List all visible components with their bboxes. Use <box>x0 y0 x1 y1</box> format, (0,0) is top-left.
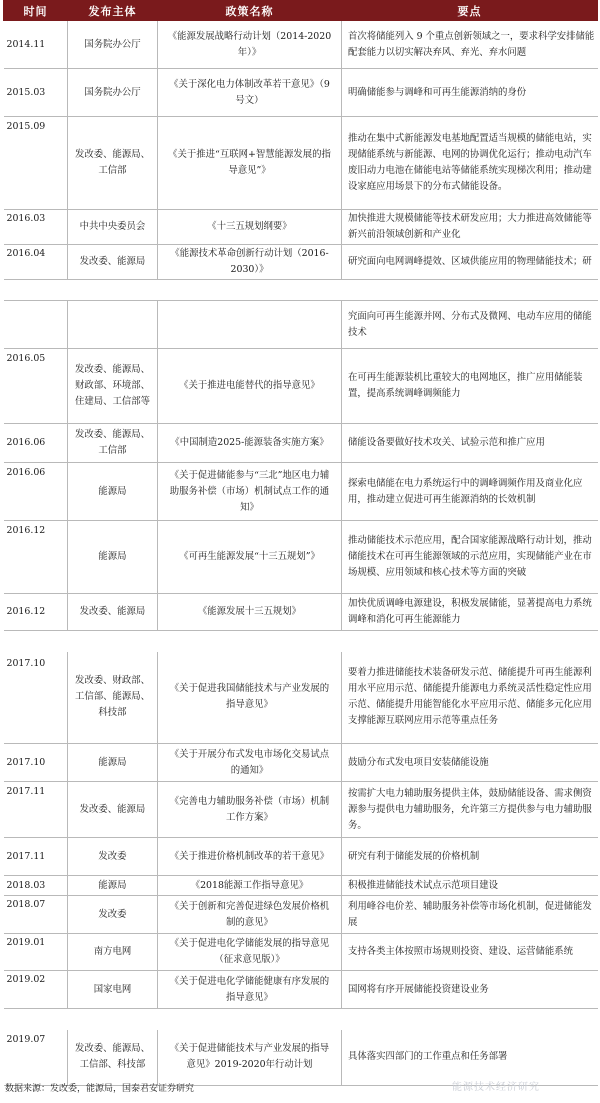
row-issuer: 发改委、能源局、工信部 <box>68 424 158 463</box>
row-issuer: 发改委、能源局、工信部 <box>68 117 158 210</box>
row-points: 在可再生能源装机比重较大的电网地区，推广应用储能装置，提高系统调峰调频能力 <box>342 349 598 424</box>
row-date: 2016.03 <box>4 210 68 245</box>
header-row <box>4 1 598 21</box>
row-issuer: 能源局 <box>68 521 158 594</box>
row-date: 2018.07 <box>4 896 68 934</box>
header-policy: 政策名称 <box>158 1 342 21</box>
table-row <box>4 896 598 934</box>
row-date: 2016.05 <box>4 349 68 424</box>
policy-table <box>3 0 598 1086</box>
row-points: 鼓励分布式发电项目安装储能设施 <box>342 744 598 782</box>
row-date: 2019.01 <box>4 934 68 971</box>
table-row <box>4 838 598 876</box>
row-points: 研究有利于储能发展的价格机制 <box>342 838 598 876</box>
table-row <box>4 652 598 744</box>
row-points: 首次将储能列入 9 个重点创新领域之一，要求科学安排储能配套能力以切实解决弃风、弃光、弃水问题 <box>342 21 598 69</box>
row-policy: 《十三五规划纲要》 <box>158 210 342 245</box>
data-source-note: 数据来源：发改委，能源局，国泰君安证券研究 <box>5 1084 195 1094</box>
row-date: 2016.12 <box>4 521 68 594</box>
row-points: 推动储能技术示范应用，配合国家能源战略行动计划，推动储能技术在可再生能源领域的示范应用，实现储能产业在市场规模、应用领域和核心技术等方面的突破 <box>342 521 598 594</box>
header-issuer: 发布主体 <box>68 1 158 21</box>
page-break-gap <box>4 280 598 301</box>
table-row <box>4 349 598 424</box>
header-date: 时间 <box>4 1 68 21</box>
row-date: 2015.09 <box>4 117 68 210</box>
row-issuer: 发改委、能源局、工信部、科技部 <box>68 1030 158 1086</box>
row-points: 推动在集中式新能源发电基地配置适当规模的储能电站，实现储能系统与新能源、电网的协调优化运行；推动电动汽车废旧动力电池在储能电站等储能系统实现梯次利用；推动建设家庭应用场景下的分布式储能设备。 <box>342 117 598 210</box>
table-row <box>4 463 598 521</box>
row-policy: 《关于促进储能参与“三北”地区电力辅助服务补偿（市场）机制试点工作的通知》 <box>158 463 342 521</box>
row-date: 2019.07 <box>4 1030 68 1086</box>
row-issuer: 发改委、能源局 <box>68 245 158 280</box>
row-policy: 《关于促进储能技术与产业发展的指导意见》2019-2020年行动计划 <box>158 1030 342 1086</box>
row-date: 2019.02 <box>4 971 68 1009</box>
row-issuer: 能源局 <box>68 744 158 782</box>
row-points: 积极推进储能技术试点示范项目建设 <box>342 876 598 896</box>
row-date: 2017.10 <box>4 652 68 744</box>
row-policy: 《关于推进电能替代的指导意见》 <box>158 349 342 424</box>
row-date: 2016.12 <box>4 594 68 631</box>
row-points: 按需扩大电力辅助服务提供主体，鼓励储能设备、需求侧资源参与提供电力辅助服务，允许第三方提供参与电力辅助服务。 <box>342 782 598 838</box>
watermark: 能源技术经济研究 <box>452 1082 540 1093</box>
row-policy: 《能源发展战略行动计划（2014-2020年）》 <box>158 21 342 69</box>
row-issuer: 南方电网 <box>68 934 158 971</box>
table-row <box>4 594 598 631</box>
row-points: 储能设备要做好技术攻关、试验示范和推广应用 <box>342 424 598 463</box>
table-row <box>4 117 598 210</box>
table-row <box>4 744 598 782</box>
table-row <box>4 934 598 971</box>
row-policy: 《2018能源工作指导意见》 <box>158 876 342 896</box>
row-policy: 《能源技术革命创新行动计划（2016-2030）》 <box>158 245 342 280</box>
policy-table-page <box>3 0 597 1086</box>
row-policy: 《关于促进我国储能技术与产业发展的指导意见》 <box>158 652 342 744</box>
table-row <box>4 210 598 245</box>
row-policy: 《能源发展十三五规划》 <box>158 594 342 631</box>
row-points: 国网将有序开展储能投资建设业务 <box>342 971 598 1009</box>
row-date: 2016.06 <box>4 463 68 521</box>
table-row <box>4 301 598 349</box>
row-policy: 《关于推进“互联网+智慧能源发展的指导意见”》 <box>158 117 342 210</box>
row-issuer: 发改委 <box>68 896 158 934</box>
row-issuer: 能源局 <box>68 876 158 896</box>
row-issuer: 发改委、能源局、财政部、环境部、住建局、工信部等 <box>68 349 158 424</box>
table-row <box>4 876 598 896</box>
row-policy: 《关于创新和完善促进绿色发展价格机制的意见》 <box>158 896 342 934</box>
row-date: 2015.03 <box>4 69 68 117</box>
row-issuer: 中共中央委员会 <box>68 210 158 245</box>
row-policy <box>158 301 342 349</box>
row-issuer <box>68 301 158 349</box>
row-policy: 《可再生能源发展“十三五规划”》 <box>158 521 342 594</box>
page-break-gap <box>4 631 598 652</box>
table-row <box>4 424 598 463</box>
row-points: 利用峰谷电价差、辅助服务补偿等市场化机制，促进储能发展 <box>342 896 598 934</box>
row-points: 探索电储能在电力系统运行中的调峰调频作用及商业化应用，推动建立促进可再生能源消纳的长效机制 <box>342 463 598 521</box>
header-points: 要点 <box>342 1 598 21</box>
row-date <box>4 301 68 349</box>
row-points: 研究面向电网调峰提效、区域供能应用的物理储能技术；研 <box>342 245 598 280</box>
page-break-gap <box>4 1009 598 1030</box>
row-issuer: 发改委、能源局 <box>68 594 158 631</box>
table-row <box>4 245 598 280</box>
row-date: 2017.11 <box>4 838 68 876</box>
table-row <box>4 69 598 117</box>
table-row <box>4 971 598 1009</box>
row-issuer: 发改委、能源局 <box>68 782 158 838</box>
row-issuer: 国务院办公厅 <box>68 21 158 69</box>
row-points: 具体落实四部门的工作重点和任务部署 <box>342 1030 598 1086</box>
row-issuer: 发改委 <box>68 838 158 876</box>
row-points: 究面向可再生能源并网、分布式及微网、电动车应用的储能技术 <box>342 301 598 349</box>
row-policy: 《中国制造2025-能源装备实施方案》 <box>158 424 342 463</box>
table-row <box>4 782 598 838</box>
row-points: 支持各类主体按照市场规则投资、建设、运营储能系统 <box>342 934 598 971</box>
row-points: 明确储能参与调峰和可再生能源消纳的身份 <box>342 69 598 117</box>
row-date: 2016.06 <box>4 424 68 463</box>
row-date: 2018.03 <box>4 876 68 896</box>
row-issuer: 发改委、财政部、工信部、能源局、科技部 <box>68 652 158 744</box>
row-policy: 《关于促进电化学储能发展的指导意见（征求意见版）》 <box>158 934 342 971</box>
row-policy: 《关于深化电力体制改革若干意见》（9号文） <box>158 69 342 117</box>
row-date: 2017.11 <box>4 782 68 838</box>
row-issuer: 国家电网 <box>68 971 158 1009</box>
row-points: 要着力推进储能技术装备研发示范、储能提升可再生能源利用水平应用示范、储能提升能源电力系统灵活性稳定性应用示范、储能提升用能智能化水平应用示范、储能多元化应用支撑能源互联网应用示范等重点任务 <box>342 652 598 744</box>
table-row <box>4 21 598 69</box>
table-row <box>4 521 598 594</box>
row-points: 加快推进大规模储能等技术研发应用；大力推进高效储能等新兴前沿领域创新和产业化 <box>342 210 598 245</box>
row-policy: 《完善电力辅助服务补偿（市场）机制工作方案》 <box>158 782 342 838</box>
row-policy: 《关于开展分布式发电市场化交易试点的通知》 <box>158 744 342 782</box>
row-date: 2016.04 <box>4 245 68 280</box>
row-issuer: 能源局 <box>68 463 158 521</box>
row-policy: 《关于促进电化学储能健康有序发展的指导意见》 <box>158 971 342 1009</box>
row-issuer: 国务院办公厅 <box>68 69 158 117</box>
row-date: 2017.10 <box>4 744 68 782</box>
row-policy: 《关于推进价格机制改革的若干意见》 <box>158 838 342 876</box>
row-points: 加快优质调峰电源建设，积极发展储能，显著提高电力系统调峰和消化可再生能源能力 <box>342 594 598 631</box>
row-date: 2014.11 <box>4 21 68 69</box>
